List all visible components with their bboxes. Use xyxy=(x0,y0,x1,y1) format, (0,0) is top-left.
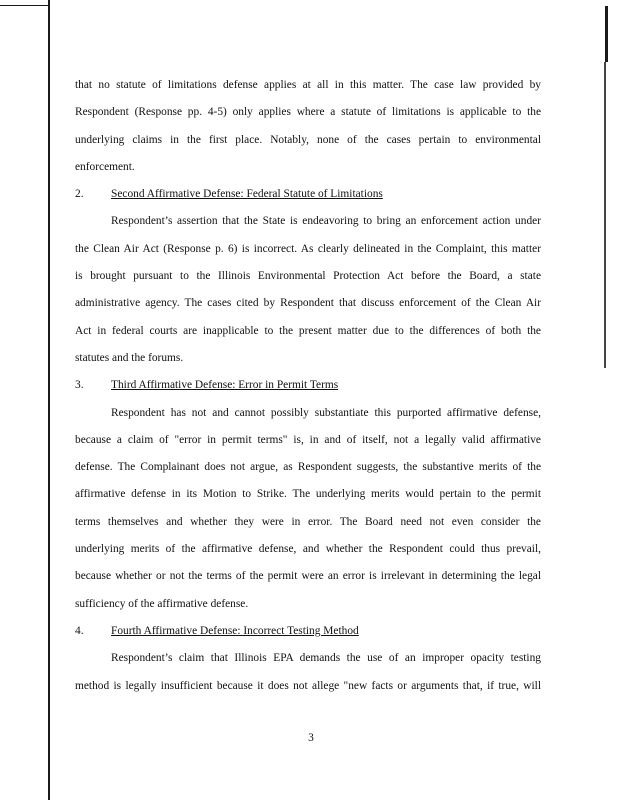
section-heading xyxy=(75,372,541,399)
text-line: Respondent’s assertion that the State is endeavoring to bring an enforcement action under xyxy=(111,215,541,228)
text-line: underlying merits of the affirmative defense, and whether the Respondent could thus prevail, xyxy=(75,543,541,556)
section-number: 4. xyxy=(75,624,84,637)
document-page xyxy=(75,72,541,700)
text-line: method is legally insufficient because it does not allege "new facts or arguments that, if true, will xyxy=(75,679,541,692)
section-2 xyxy=(75,181,541,372)
text-line: Respondent’s claim that Illinois EPA demands the use of an improper opacity testing xyxy=(111,652,541,665)
section-title: Third Affirmative Defense: Error in Permit Terms xyxy=(111,379,339,392)
section-4 xyxy=(75,618,541,700)
intro-paragraph xyxy=(75,72,541,181)
section-number: 2. xyxy=(75,188,84,201)
section-number: 3. xyxy=(75,379,84,392)
scan-right-edge-thin xyxy=(604,62,606,368)
text-line: because a claim of "error in permit terms" is, in and of itself, not a legally valid affirmative xyxy=(75,433,541,446)
text-line: terms themselves and whether they were in error. The Board need not even consider the xyxy=(75,515,541,528)
scan-right-edge xyxy=(605,6,608,62)
text-line: defense. The Complainant does not argue, as Respondent suggests, the substantive merits of the xyxy=(75,461,541,474)
section-title: Second Affirmative Defense: Federal Statute of Limitations xyxy=(111,188,383,201)
text-line: sufficiency of the affirmative defense. xyxy=(75,597,249,610)
scan-top-rule xyxy=(0,5,50,6)
text-line: administrative agency. The cases cited by Respondent that discuss enforcement of the Clean Air xyxy=(75,297,541,310)
text-line: is brought pursuant to the Illinois Environmental Protection Act before the Board, a state xyxy=(75,270,541,283)
text-line: Respondent has not and cannot possibly substantiate this purported affirmative defense, xyxy=(111,406,541,419)
text-line: Respondent (Response pp. 4-5) only applies where a statute of limitations is applicable to the xyxy=(75,106,541,119)
text-line: enforcement. xyxy=(75,160,135,173)
text-line: the Clean Air Act (Response p. 6) is incorrect. As clearly delineated in the Complaint, this matter xyxy=(75,242,541,255)
section-heading xyxy=(75,181,541,208)
text-line: because whether or not the terms of the permit were an error is irrelevant in determining the legal xyxy=(75,570,541,583)
text-line: underlying claims in the first place. Notably, none of the cases pertain to environmental xyxy=(75,133,541,146)
page-number: 3 xyxy=(308,732,314,744)
text-line: affirmative defense in its Motion to Strike. The underlying merits would pertain to the permit xyxy=(75,488,541,501)
text-line: that no statute of limitations defense applies at all in this matter. The case law provided by xyxy=(75,79,541,91)
text-line: Act in federal courts are inapplicable to the present matter due to the differences of both the xyxy=(75,324,541,337)
section-title: Fourth Affirmative Defense: Incorrect Testing Method xyxy=(111,624,359,637)
scan-left-edge xyxy=(48,0,50,800)
text-line: statutes and the forums. xyxy=(75,351,184,364)
section-heading xyxy=(75,618,541,645)
section-3 xyxy=(75,372,541,618)
